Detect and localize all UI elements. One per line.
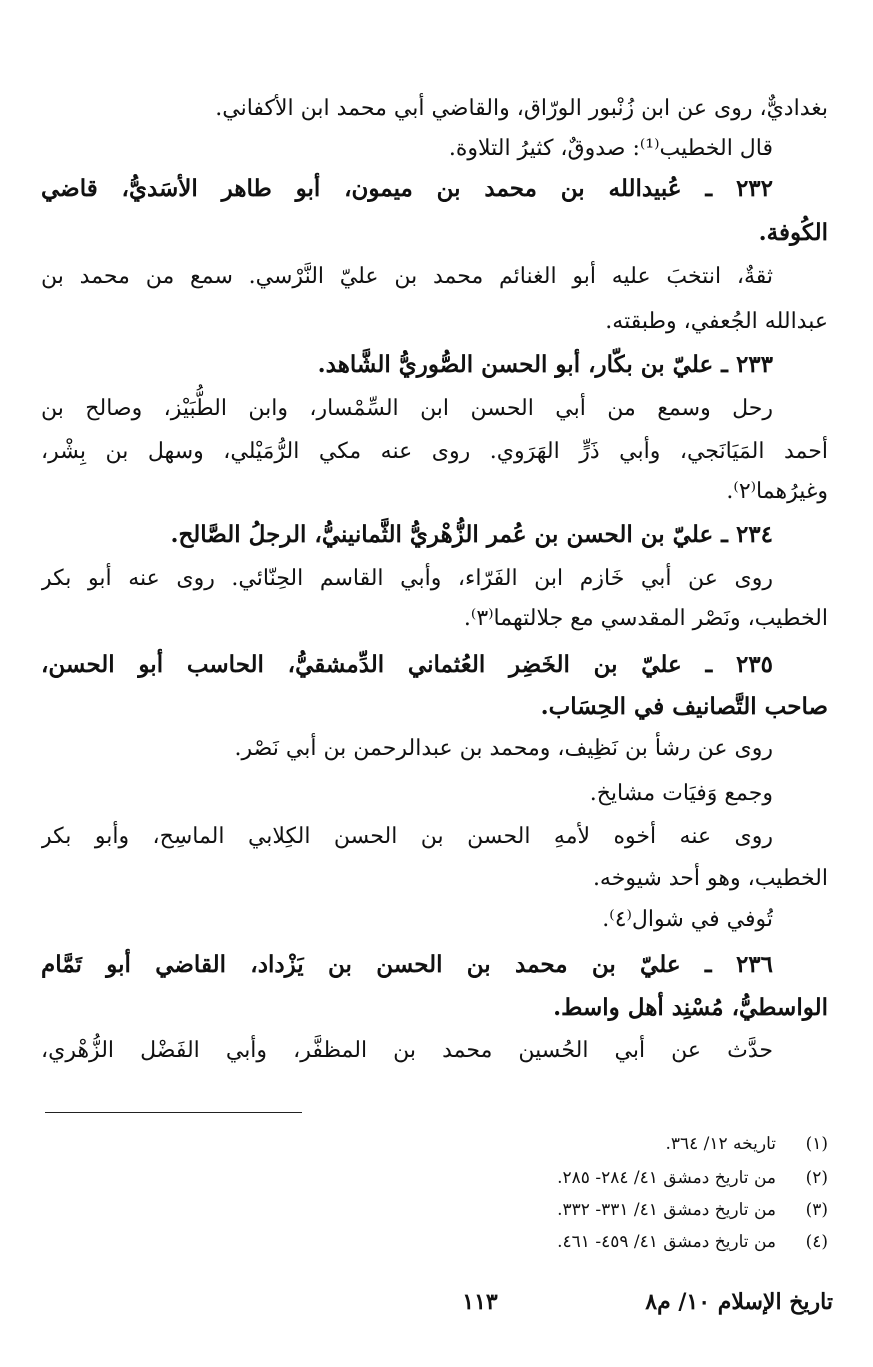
entry-heading-232-cont: الكُوفة. [758, 219, 828, 246]
entry-heading-232: ٢٣٢ ـ عُبيدالله بن محمد بن ميمون، أبو طاهر الأسَديُّ، قاضي [41, 175, 773, 202]
text-line: روى عن أبي خَازم ابن الفَرّاء، وأبي القاسم الحِنّائي. روى عنه أبو بكر [41, 566, 773, 591]
footnote [41, 1194, 828, 1226]
text-line: حدَّث عن أبي الحُسين محمد بن المظفَّر، وأبي الفَضْل الزُّهْري، [41, 1038, 773, 1063]
footnote-number: (٤) [805, 1232, 828, 1252]
text-line: تُوفي في شوال⁽٤⁾. [602, 907, 773, 932]
text-line: الخطيب، ونَصْر المقدسي مع جلالتهما⁽٣⁾. [463, 606, 828, 631]
footnote-text: من تاريخ دمشق ٤١/ ٤٥٩- ٤٦١. [557, 1232, 776, 1252]
footnote [41, 1162, 828, 1194]
entry-heading-235: ٢٣٥ ـ عليّ بن الخَضِر العُثماني الدِّمشقيُّ، الحاسب أبو الحسن، [41, 651, 773, 678]
entry-heading-234: ٢٣٤ ـ عليّ بن الحسن بن عُمر الزُّهْريُّ الثَّمانينيُّ، الرجلُ الصَّالح. [170, 521, 773, 548]
text-line: قال الخطيب⁽¹⁾: صدوقٌ، كثيرُ التلاوة. [448, 136, 773, 161]
footnote-text: تاريخه ١٢/ ٣٦٤. [665, 1134, 776, 1154]
entry-heading-235-cont: صاحب التَّصانيف في الحِسَاب. [540, 693, 828, 720]
footnote-separator [45, 1112, 302, 1113]
footnote-number: (٣) [805, 1200, 828, 1220]
text-line: وجمع وَفيَات مشايخ. [589, 781, 773, 806]
footnote-text: من تاريخ دمشق ٤١/ ٣٣١- ٣٣٢. [557, 1200, 776, 1220]
footnote [41, 1226, 828, 1258]
text-line: عبدالله الجُعفي، وطبقته. [605, 309, 828, 334]
entry-heading-236-cont: الواسطيُّ، مُسْنِد أهل واسط. [553, 994, 828, 1021]
text-line: روى عنه أخوه لأمهِ الحسن بن الحسن الكِلابي الماسِح، وأبو بكر [41, 824, 773, 849]
page-number: ١١٣ [462, 1289, 498, 1315]
footnote-number: (١) [805, 1134, 828, 1154]
text-line: أحمد المَيَانَجي، وأبي ذَرٍّ الهَرَوي. روى عنه مكي الرُّمَيْلي، وسهل بن بِشْر، [41, 439, 828, 464]
footnote-text: من تاريخ دمشق ٤١/ ٢٨٤- ٢٨٥. [557, 1168, 776, 1188]
entry-heading-236: ٢٣٦ ـ عليّ بن محمد بن الحسن بن يَزْداد، القاضي أبو تَمَّام [41, 951, 773, 978]
footnote-number: (٢) [805, 1168, 828, 1188]
text-line: روى عن رشأ بن نَظِيف، ومحمد بن عبدالرحمن بن أبي نَصْر. [234, 736, 773, 761]
text-line: ثقةٌ، انتخبَ عليه أبو الغنائم محمد بن عليّ النَّرْسي. سمع من محمد بن [41, 264, 773, 289]
footnote [41, 1128, 828, 1160]
entry-heading-233: ٢٣٣ ـ عليّ بن بكّار، أبو الحسن الصُّوريُّ الشَّاهد. [317, 351, 773, 378]
text-line: بغداديٌّ، روى عن ابن زُنْبور الورّاق، والقاضي أبي محمد ابن الأكفاني. [215, 96, 828, 121]
text-line: الخطيب، وهو أحد شيوخه. [592, 866, 828, 891]
text-line: وغيرُهما⁽٢⁾. [726, 479, 828, 504]
text-line: رحل وسمع من أبي الحسن ابن السِّمْسار، وابن الطُّبَيْز، وصالح بن [41, 396, 773, 421]
book-title-footer: تاريخ الإسلام ١٠/ م٨ [645, 1289, 833, 1315]
